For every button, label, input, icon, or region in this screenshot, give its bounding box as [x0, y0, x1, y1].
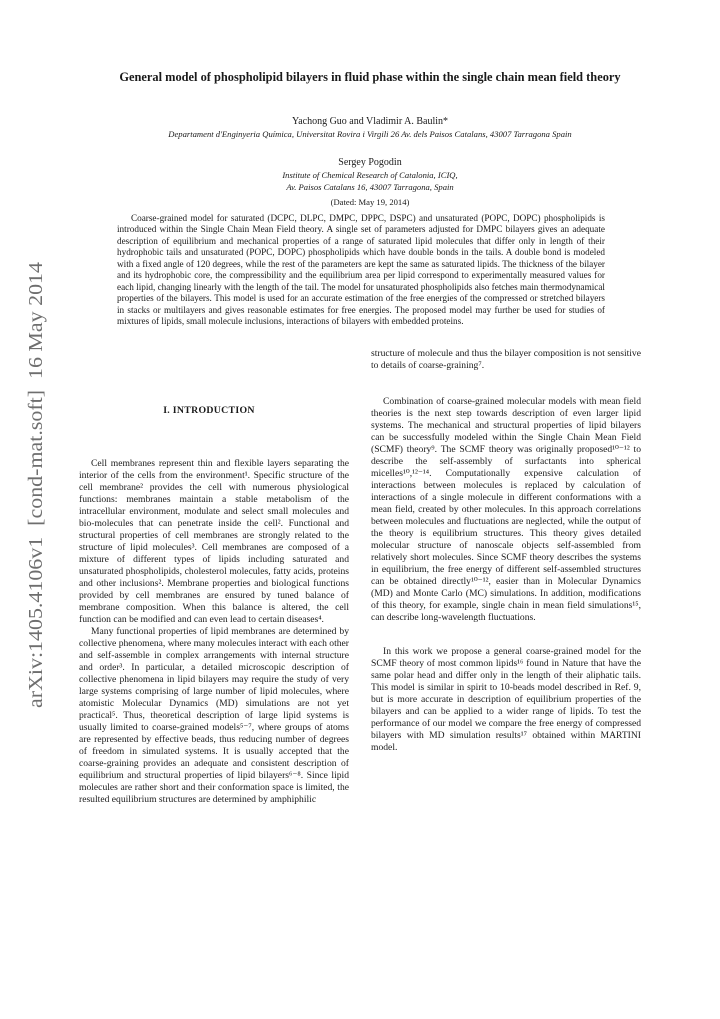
- affiliation-2-line-2: Av. Paisos Catalans 16, 43007 Tarragona, Spain: [286, 182, 454, 192]
- arxiv-id-text: arXiv:1405.4106v1 [cond-mat.soft] 16 May 2014: [26, 311, 47, 708]
- authors: Yachong Guo and Vladimir A. Baulin*: [291, 116, 448, 127]
- affiliation-2-line-1: Institute of Chemical Research of Catalonia, ICIQ,: [282, 170, 458, 180]
- right-paragraph-1: Combination of coarse-grained molecular models with mean field theories is the next step towards description of even larger lipid systems. The mechanical and structural properties of lipid bilayers can be successfully modeled within the Single Chain Mean Field (SCMF) theory⁹. The SCMF theory was originally proposed¹⁰⁻¹² to describe the self-assembly of surfactants into spherical micelles¹⁰,¹²⁻¹⁴. Computationally expensive calculation of interactions between molecules is replaced by calculation of interactions of a single molecule in different conformations with a mean field, created by other molecules. In this approach correlations between molecules and fluctuations are neglected, while the output of the theory is equilibrium structures. This theory gives detailed molecular structure of nanoscale objects self-assembled from relatively short molecules. Since SCMF theory describes the systems in equilibrium, the free energy of different self-assembled structures can be obtained directly¹⁰⁻¹², easier than in Molecular Dynamics (MD) and Monte Carlo (MC) simulations. In addition, modifications of this theory, for example, single chain in mean field simulations¹⁵, can describe long-wavelength fluctuations.: [371, 396, 641, 624]
- left-column: [79, 458, 349, 806]
- affiliation: Departament d'Enginyeria Química, Universitat Rovira i Virgili 26 Av. dels Paisos Catalans, 43007 Tarragona Spain: [168, 129, 572, 139]
- right-paragraph-2: In this work we propose a general coarse-grained model for the SCMF theory of most common lipids¹⁶ found in Nature that have the same polar head and differ only in the length of their aliphatic tails. This model is similar in spirit to 10-beads model described in Ref. 9, but is more accurate in description of equilibrium properties of the bilayers and can be applied to a wider range of lipids. To test the performance of our model we compare the free energy of compressed bilayers with MD simulation results¹⁷ obtained within MARTINI model.: [371, 646, 641, 754]
- date-line: (Dated: May 19, 2014): [330, 197, 410, 207]
- affiliation-2: [100, 169, 640, 193]
- right-paragraph-continued: structure of molecule and thus the bilayer composition is not sensitive to details of coarse-graining⁷.: [371, 348, 641, 372]
- right-column: [371, 348, 641, 754]
- intro-paragraph-1: Cell membranes represent thin and flexible layers separating the interior of the cells from the environment¹. Specific structure of the cell membrane² provides the cell with numerous physiological functions: membranes maintain a stable metabolism of the intracellular environment, modulate and select small molecules and bio-molecules that can penetrate inside the cell². Functional and structural properties of cell membranes are strongly related to the structure of lipid molecules³. Cell membranes are composed of a mixture of different types of lipids including saturated and unsaturated phospholipids, cholesterol molecules, fatty acids, proteins and other inclusions². Membrane properties and biological functions provided by cell membranes are ensured by tuned balance of membrane composition. When this balance is altered, the cell function can be modified and can even lead to certain diseases⁴.: [79, 458, 349, 626]
- section-heading-introduction: I. INTRODUCTION: [163, 405, 255, 416]
- intro-paragraph-2: Many functional properties of lipid membranes are determined by collective phenomena, where many molecules interact with each other and self-assemble in complex arrangements with internal structure and order³. In particular, a detailed microscopic description of collective phenomena in lipid bilayers may require the study of very large systems comprising of large number of lipid molecules, where atomistic Molecular Dynamics (MD) simulations are not yet practical⁵. Thus, theoretical description of large lipid systems is usually limited to coarse-grained models⁵⁻⁷, where groups of atoms are represented by effective beads, thus reducing number of degrees of freedom in simulated systems. It is usually accepted that the coarse-graining provides an adequate and consistent description of equilibrium and structural properties of lipid bilayers⁶⁻⁸. Since lipid molecules are rather short and their conformation space is limited, the resulted equilibrium structures are determined by amphiphilic: [79, 626, 349, 806]
- author-2: Sergey Pogodin: [338, 157, 402, 168]
- abstract: Coarse-grained model for saturated (DCPC, DLPC, DMPC, DPPC, DSPC) and unsaturated (POPC, DOPC) phospholipids is introduced within the Single Chain Mean Field theory. A single set of parameters adjusted for DMPC bilayers gives an adequate description of equilibrium and mechanical properties of a range of saturated lipid molecules that differ only in length of their hydrophobic tails and unsaturated (POPC, DOPC) phospholipids which have double bonds in the tails. A double bond is modeled with a fixed angle of 120 degrees, while the rest of the parameters are kept the same as saturated lipids. The thickness of the bilayer and its hydrophobic core, the compressibility and the equilibrium area per lipid correspond to experimentally measured values for each lipid, changing linearly with the length of the tail. The model for unsaturated phospholipids also fetches main thermodynamical properties of the bilayers. This model is used for an accurate estimation of the free energies of the compressed or stretched bilayers in stacks or multilayers and gives reasonable estimates for free energies. The proposed model may further be used for studies of mixtures of lipids, small molecule inclusions, interactions of bilayers with embedded proteins.: [117, 213, 605, 327]
- paper-title: General model of phospholipid bilayers in fluid phase within the single chain mean field theory: [119, 70, 621, 84]
- arxiv-stamp: [14, 258, 54, 708]
